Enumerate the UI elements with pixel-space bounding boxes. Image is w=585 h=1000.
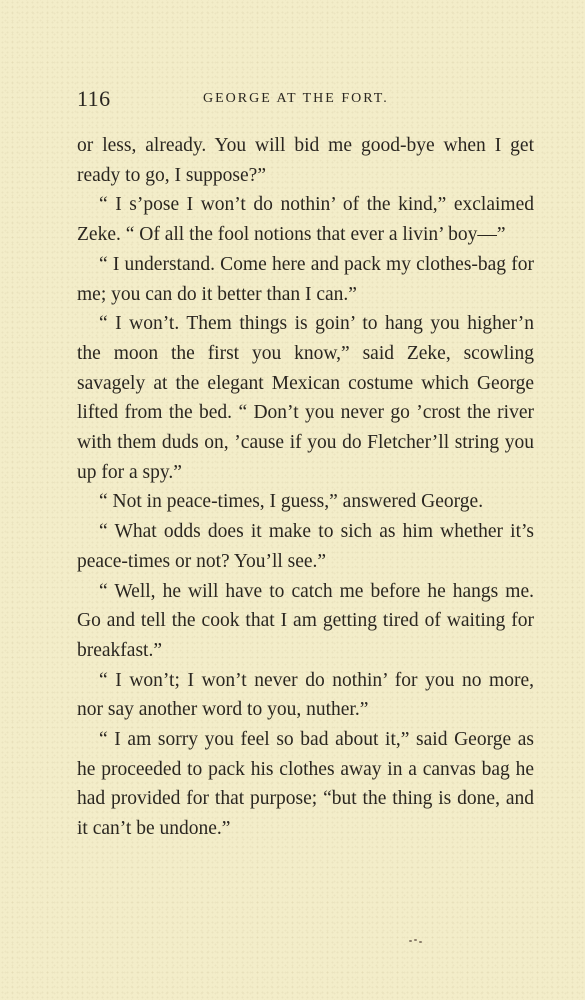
paragraph: “ Well, he will have to catch me before he hangs me. Go and tell the cook that I am getting tired of waiting for breakfast.”: [77, 580, 534, 661]
page-header: [77, 86, 534, 116]
paragraph: “ What odds does it make to sich as him whether it’s peace-times or not? You’ll see.”: [77, 521, 534, 572]
paragraph: “ I am sorry you feel so bad about it,” said George as he proceeded to pack his clothes away in a canvas bag he had provided for that purpose; “but the thing is done, and it can’t be undone.”: [77, 729, 534, 840]
paragraph: “ Not in peace-times, I guess,” answered George.: [99, 491, 484, 513]
paragraph: or less, already. You will bid me good-bye when I get ready to go, I suppose?”: [77, 135, 534, 186]
paragraph: “ I won’t. Them things is goin’ to hang you higher’n the moon the first you know,” said Zeke, scowling savagely at the elegant Mexican costume which George lifted from the bed. “ Don’t you never go ’crost the river with them duds on, ’cause if you do Fletcher’ll string you up for a spy.”: [77, 313, 534, 483]
running-title: GEORGE AT THE FORT.: [203, 91, 389, 106]
ink-specks: [409, 938, 425, 944]
paragraph: “ I understand. Come here and pack my clothes-bag for me; you can do it better than I can.”: [77, 253, 534, 305]
page-number: 116: [77, 86, 111, 111]
paragraph: “ I s’pose I won’t do nothin’ of the kind,” exclaimed Zeke. “ Of all the fool notions that ever a livin’ boy—”: [77, 194, 534, 246]
paragraph: “ I won’t; I won’t never do nothin’ for you no more, nor say another word to you, nuther.”: [77, 669, 534, 721]
body-text: [77, 131, 534, 844]
